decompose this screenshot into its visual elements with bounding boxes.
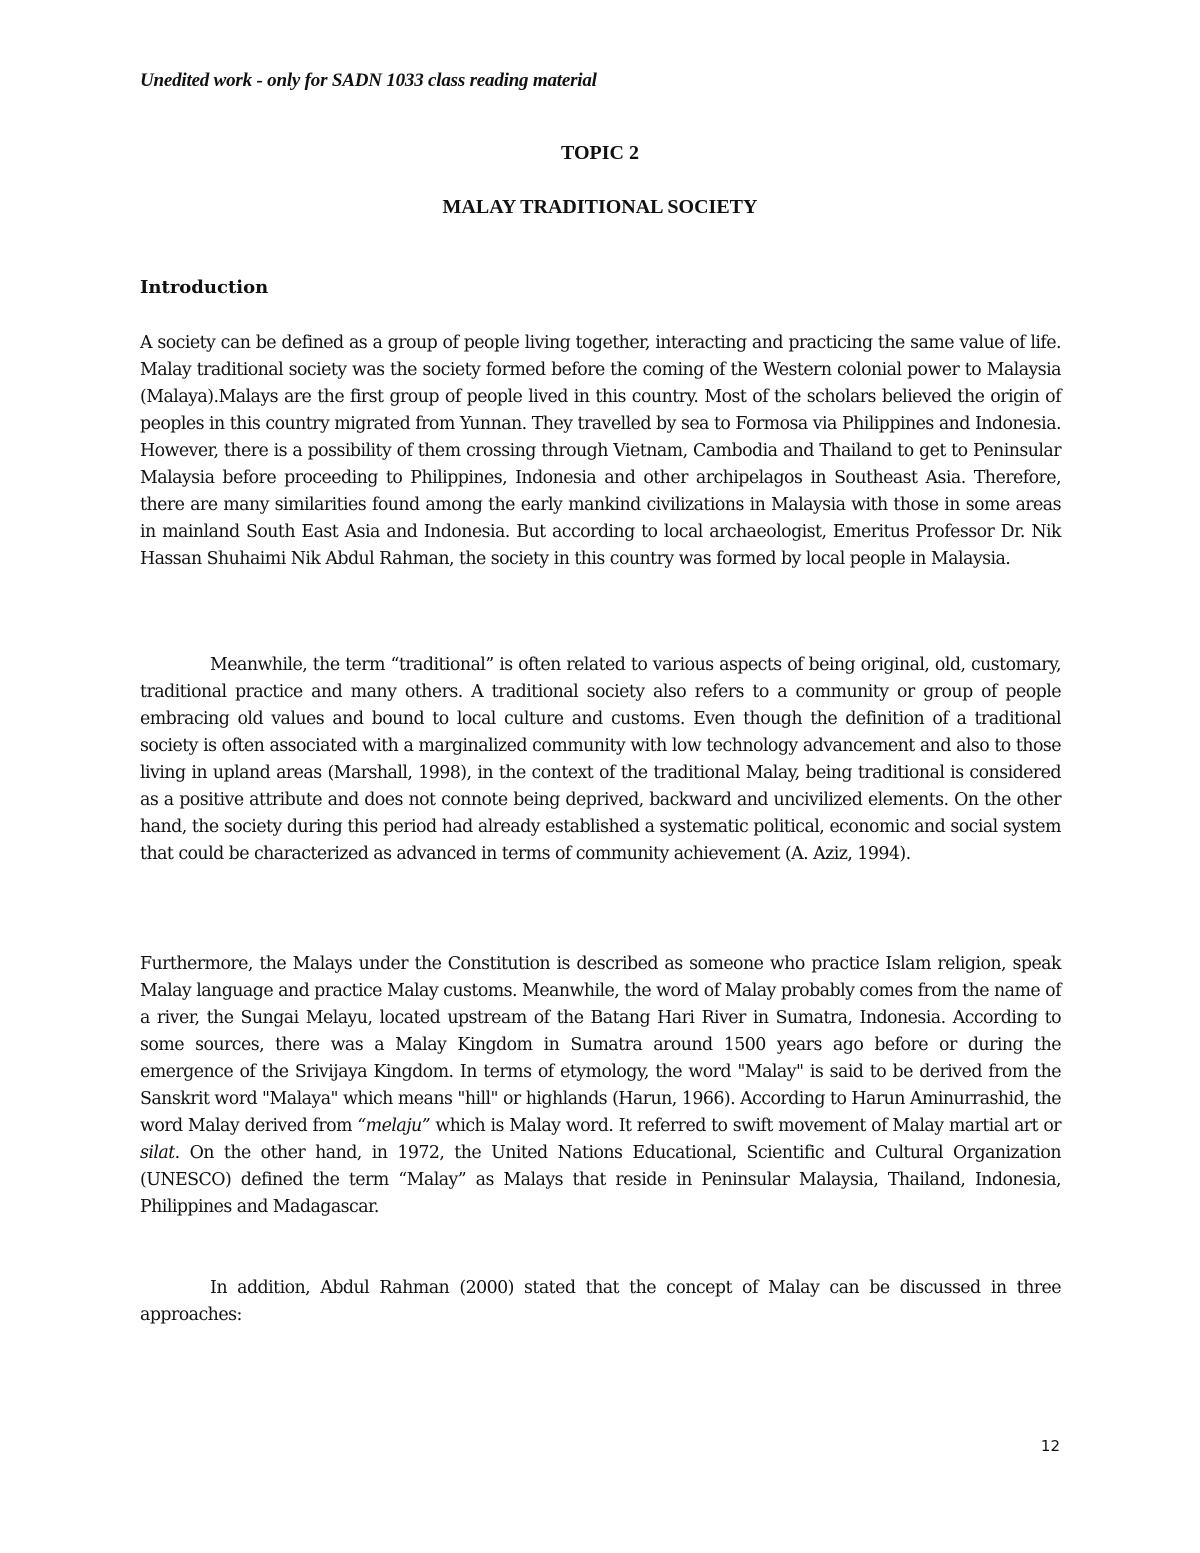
section-heading: Introduction	[140, 277, 269, 298]
paragraph-malay-definition	[140, 951, 1061, 1221]
topic-title: MALAY TRADITIONAL SOCIETY	[442, 196, 758, 218]
italic-term-silat: silat	[140, 1143, 175, 1163]
paragraph-traditional-term: Meanwhile, the term “traditional” is often related to various aspects of being original, old, customary, traditional practice and many others. A traditional society also refers to a community or group of people embracing old values and bound to local culture and customs. Even though the definition of a traditional society is often associated with a marginalized community with low technology advancement and also to those living in upland areas (Marshall, 1998), in the context of the traditional Malay, being traditional is considered as a positive attribute and does not connote being deprived, backward and uncivilized elements. On the other hand, the society during this period had already established a systematic political, economic and social system that could be characterized as advanced in terms of community achievement (A. Aziz, 1994).	[140, 655, 1061, 864]
running-header: Unedited work - only for SADN 1033 class reading material	[140, 70, 597, 91]
paragraph-text-segment: Furthermore, the Malays under the Constitution is described as someone who practice Islam religion, speak Malay language and practice Malay customs. Meanwhile, the word of Malay probably comes from the name of a river, the Sungai Melayu, located upstream of the Batang Hari River in Sumatra, Indonesia. According to some sources, there was a Malay Kingdom in Sumatra around 1500 years ago before or during the emergence of the Srivijaya Kingdom. In terms of etymology, the word "Malay" is said to be derived from the Sanskrit word "Malaya" which means "hill" or highlands (Harun, 1966). According to Harun Aminurrashid, the word Malay derived from	[140, 954, 1061, 1136]
paragraph-text-segment: . On the other hand, in 1972, the United Nations Educational, Scientific and Cultural Organization (UNESCO) defined the term “Malay” as Malays that reside in Peninsular Malaysia, Thailand, Indonesia, Philippines and Madagascar.	[140, 1143, 1061, 1217]
topic-number: TOPIC 2	[561, 142, 639, 164]
italic-term-melaju: “melaju”	[357, 1116, 431, 1136]
paragraph-text-segment: which is Malay word. It referred to swift movement of Malay martial art or	[430, 1116, 1062, 1136]
paragraph-introduction: A society can be defined as a group of people living together, interacting and practicing the same value of life. Malay traditional society was the society formed before the coming of the Western colonial power to Malaysia (Malaya).Malays are the first group of people lived in this country. Most of the scholars believed the origin of peoples in this country migrated from Yunnan. They travelled by sea to Formosa via Philippines and Indonesia. However, there is a possibility of them crossing through Vietnam, Cambodia and Thailand to get to Peninsular Malaysia before proceeding to Philippines, Indonesia and other archipelagos in Southeast Asia. Therefore, there are many similarities found among the early mankind civilizations in Malaysia with those in some areas in mainland South East Asia and Indonesia. But according to local archaeologist, Emeritus Professor Dr. Nik Hassan Shuhaimi Nik Abdul Rahman, the society in this country was formed by local people in Malaysia.	[140, 333, 1061, 569]
paragraph-approaches: In addition, Abdul Rahman (2000) stated that the concept of Malay can be discussed in three approaches:	[140, 1278, 1061, 1325]
page-number: 12	[1040, 1437, 1060, 1455]
